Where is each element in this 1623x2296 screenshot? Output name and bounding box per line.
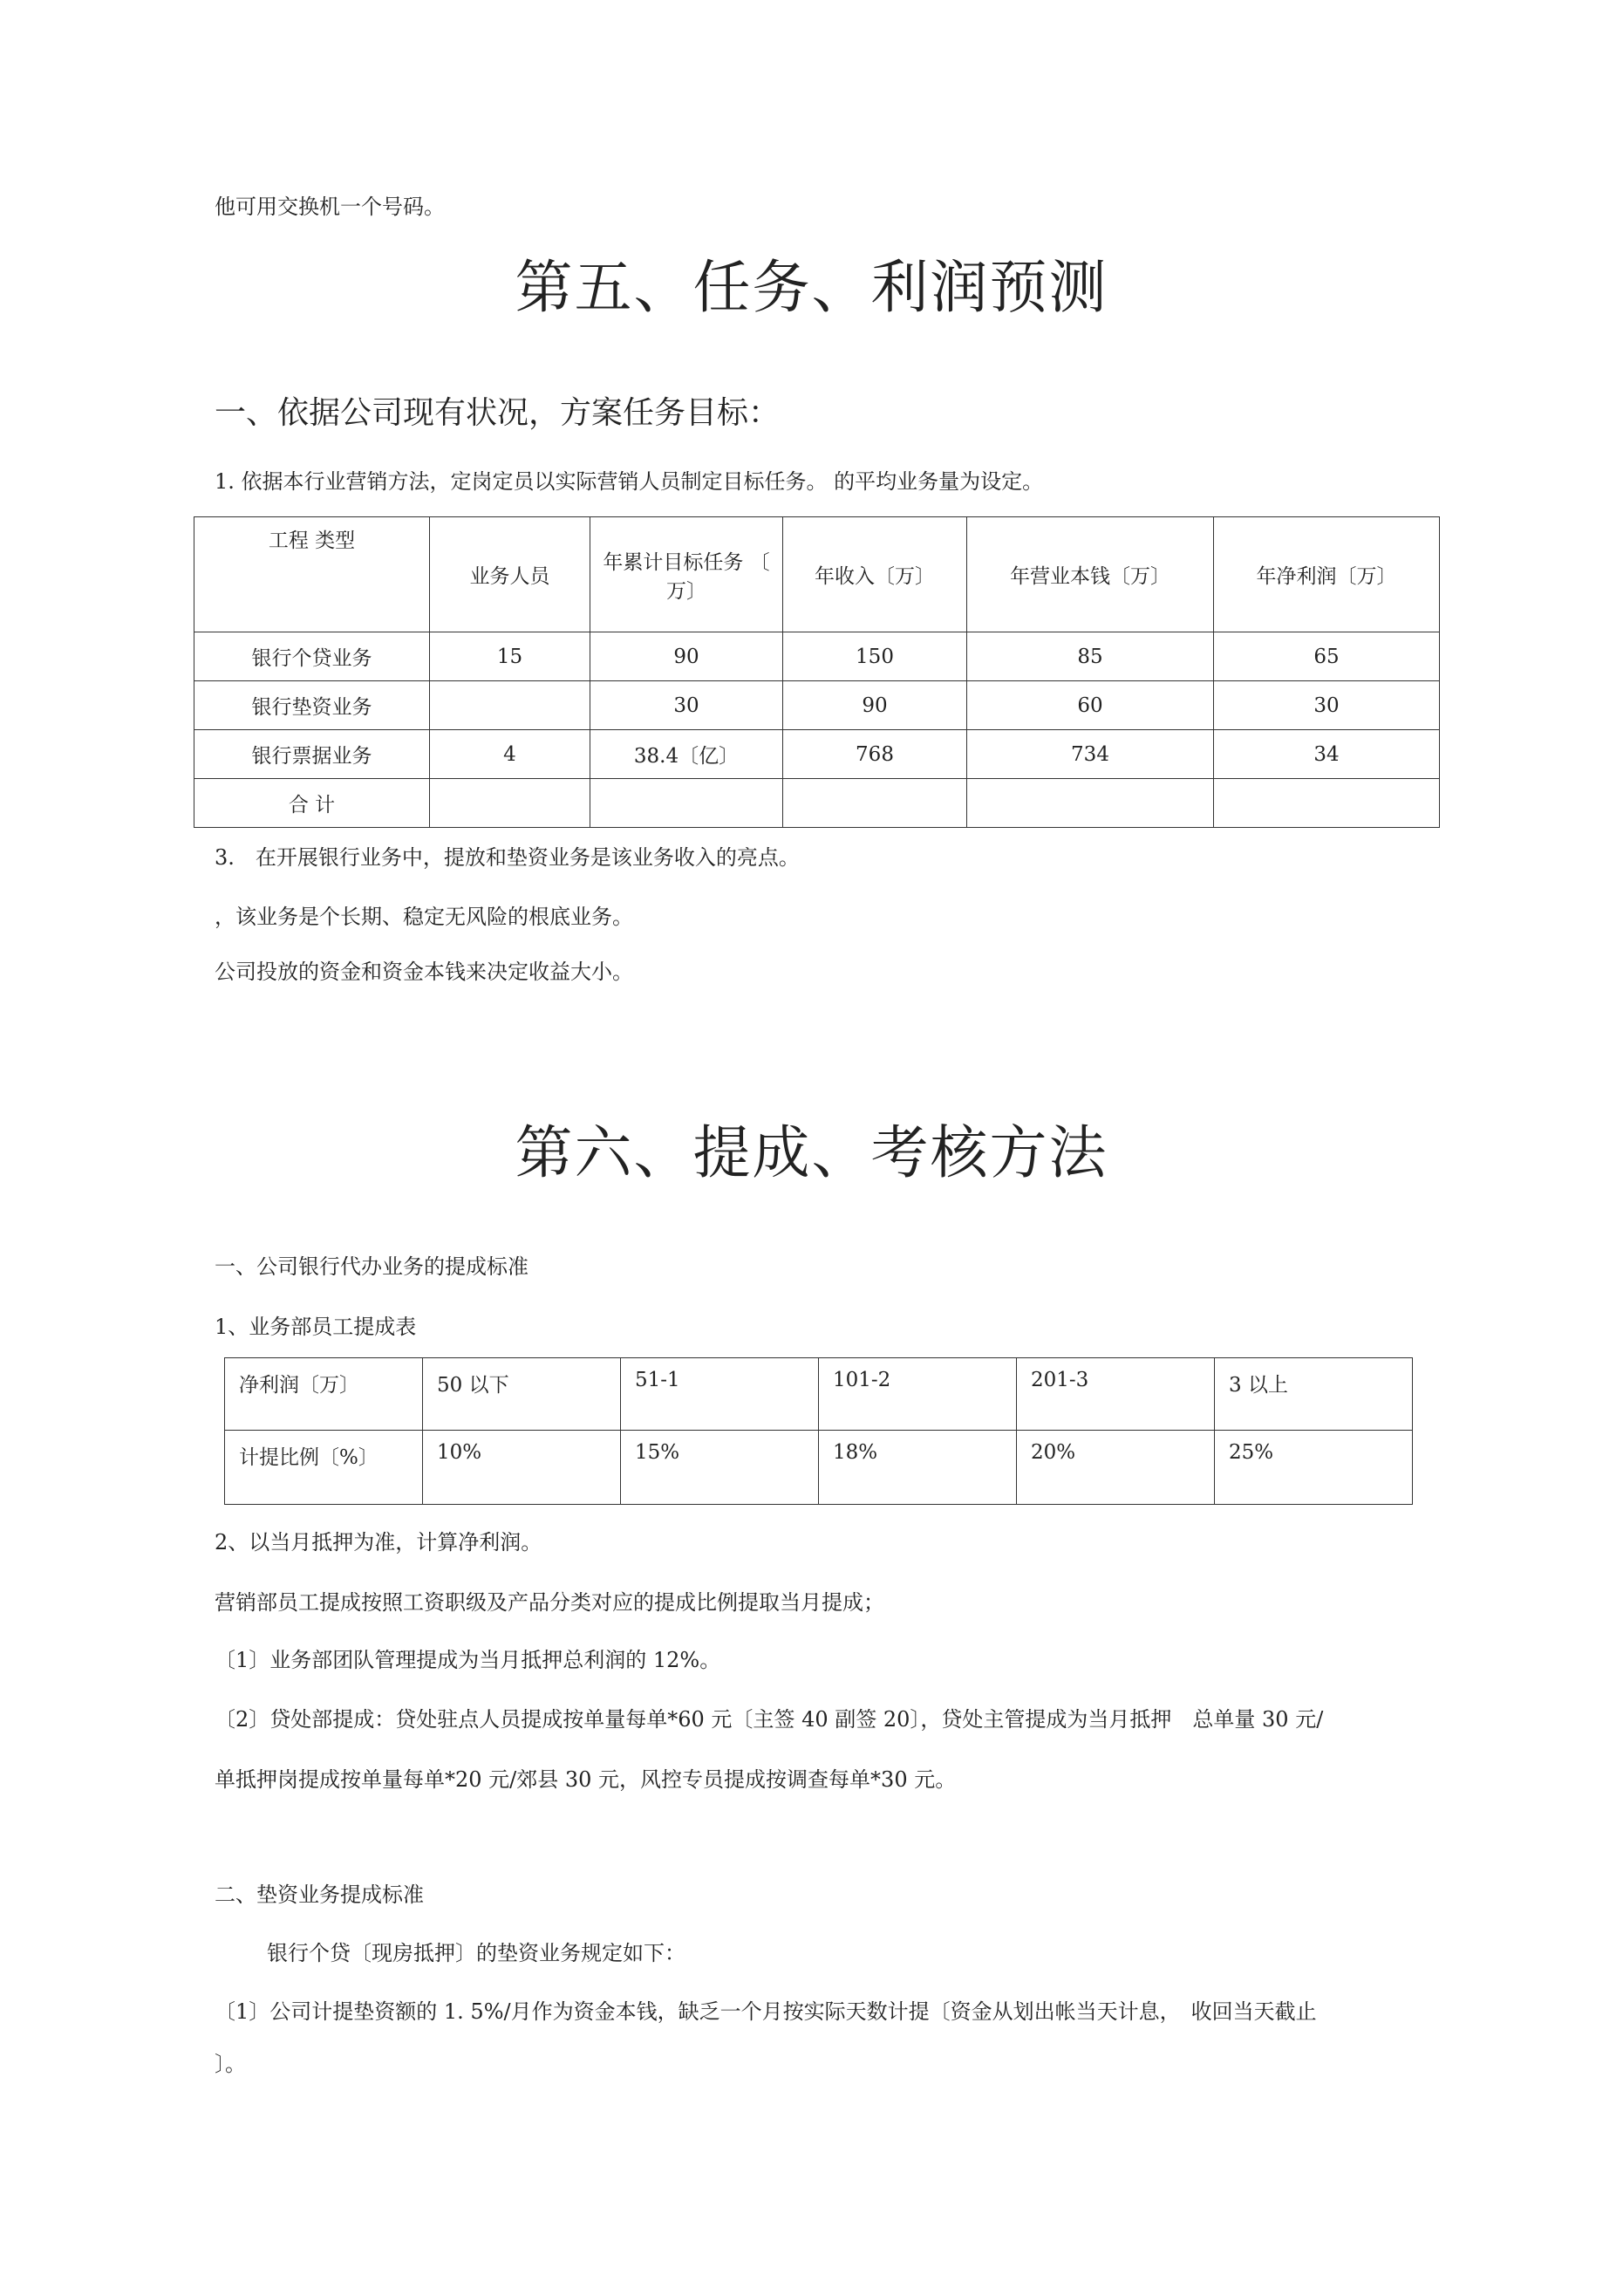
row-income — [783, 779, 967, 828]
target-table — [194, 516, 1440, 828]
commission-row-ratio — [225, 1431, 1413, 1505]
header-target-line2: 万〕 — [666, 579, 706, 603]
header-target-line1: 年累计目标任务 〔 — [603, 550, 770, 574]
commission-cell: 净利润〔万〕 — [225, 1358, 423, 1431]
table-row — [194, 730, 1440, 779]
commission-cell: 25% — [1215, 1431, 1413, 1505]
section5-title: 第五、任务、利润预测 — [515, 254, 1108, 321]
row-cost — [967, 779, 1214, 828]
row-cost: 60 — [967, 681, 1214, 730]
section6-p5: 〔2〕贷处部提成：贷处驻点人员提成按单量每单*60 元〔主签 40 副签 20〕，贷处主管提成为当月抵押 总单量 30 元/ — [215, 1707, 1324, 1732]
row-name: 银行垫资业务 — [194, 681, 430, 730]
row-name: 银行个贷业务 — [194, 632, 430, 681]
section6-p6: 单抵押岗提成按单量每单*20 元/郊县 30 元，风控专员提成按调查每单*30 元。 — [215, 1767, 957, 1792]
row-staff — [430, 779, 590, 828]
row-target: 90 — [590, 632, 783, 681]
commission-cell: 10% — [423, 1431, 621, 1505]
row-profit: 34 — [1214, 730, 1440, 779]
row-name: 银行票据业务 — [194, 730, 430, 779]
section6-p9: 〕。 — [215, 2052, 246, 2076]
row-cost: 85 — [967, 632, 1214, 681]
section6-title: 第六、提成、考核方法 — [515, 1119, 1108, 1186]
section5-para5: 公司投放的资金和资金本钱来决定收益大小。 — [215, 960, 633, 984]
row-target: 38.4〔亿〕 — [590, 730, 783, 779]
section6-p4: 〔1〕业务部团队管理提成为当月抵押总利润的 12%。 — [215, 1648, 721, 1672]
header-income: 年收入〔万〕 — [783, 517, 967, 632]
section5-subtitle: 一、依据公司现有状况，方案任务目标： — [215, 395, 781, 431]
section5-para1: 1. 依据本行业营销方法，定岗定员以实际营销人员制定目标任务。 的平均业务量为设定。 — [215, 469, 1044, 494]
row-income: 90 — [783, 681, 967, 730]
row-target: 30 — [590, 681, 783, 730]
section6-sub1: 一、公司银行代办业务的提成标准 — [215, 1254, 528, 1279]
section6-p7: 银行个贷〔现房抵押〕的垫资业务规定如下： — [267, 1941, 685, 1965]
commission-cell: 3 以上 — [1215, 1358, 1413, 1431]
row-staff: 4 — [430, 730, 590, 779]
commission-cell: 18% — [819, 1431, 1017, 1505]
row-profit — [1214, 779, 1440, 828]
row-profit: 30 — [1214, 681, 1440, 730]
table-row — [194, 632, 1440, 681]
header-profit: 年净利润〔万〕 — [1214, 517, 1440, 632]
row-income: 150 — [783, 632, 967, 681]
row-income: 768 — [783, 730, 967, 779]
header-staff: 业务人员 — [430, 517, 590, 632]
section5-para4: ，该业务是个长期、稳定无风险的根底业务。 — [215, 905, 633, 929]
commission-cell: 51-1 — [621, 1358, 819, 1431]
intro-line: 他可用交换机一个号码。 — [215, 195, 445, 219]
header-target — [590, 517, 783, 632]
row-name: 合 计 — [194, 779, 430, 828]
commission-table — [224, 1357, 1413, 1505]
target-table-header-row — [194, 517, 1440, 632]
commission-cell: 15% — [621, 1431, 819, 1505]
header-type: 工程 类型 — [194, 517, 430, 632]
commission-cell: 计提比例〔%〕 — [225, 1431, 423, 1505]
commission-cell: 50 以下 — [423, 1358, 621, 1431]
header-cost: 年营业本钱〔万〕 — [967, 517, 1214, 632]
section6-sub1-1: 1、业务部员工提成表 — [215, 1315, 417, 1339]
row-staff — [430, 681, 590, 730]
section6-p3: 营销部员工提成按照工资职级及产品分类对应的提成比例提取当月提成； — [215, 1590, 884, 1615]
commission-cell: 201-3 — [1017, 1358, 1215, 1431]
section6-p8: 〔1〕公司计提垫资额的 1. 5%/月作为资金本钱，缺乏一个月按实际天数计提〔资金从划出帐当天计息， 收回当天截止 — [215, 1999, 1317, 2024]
table-row-total — [194, 779, 1440, 828]
commission-cell: 20% — [1017, 1431, 1215, 1505]
row-cost: 734 — [967, 730, 1214, 779]
row-profit: 65 — [1214, 632, 1440, 681]
row-staff: 15 — [430, 632, 590, 681]
commission-row-profit — [225, 1358, 1413, 1431]
row-target — [590, 779, 783, 828]
section5-para3: 3. 在开展银行业务中，提放和垫资业务是该业务收入的亮点。 — [215, 845, 800, 870]
section6-p2: 2、以当月抵押为准，计算净利润。 — [215, 1530, 542, 1555]
table-row — [194, 681, 1440, 730]
section6-sub2: 二、垫资业务提成标准 — [215, 1883, 424, 1907]
commission-cell: 101-2 — [819, 1358, 1017, 1431]
